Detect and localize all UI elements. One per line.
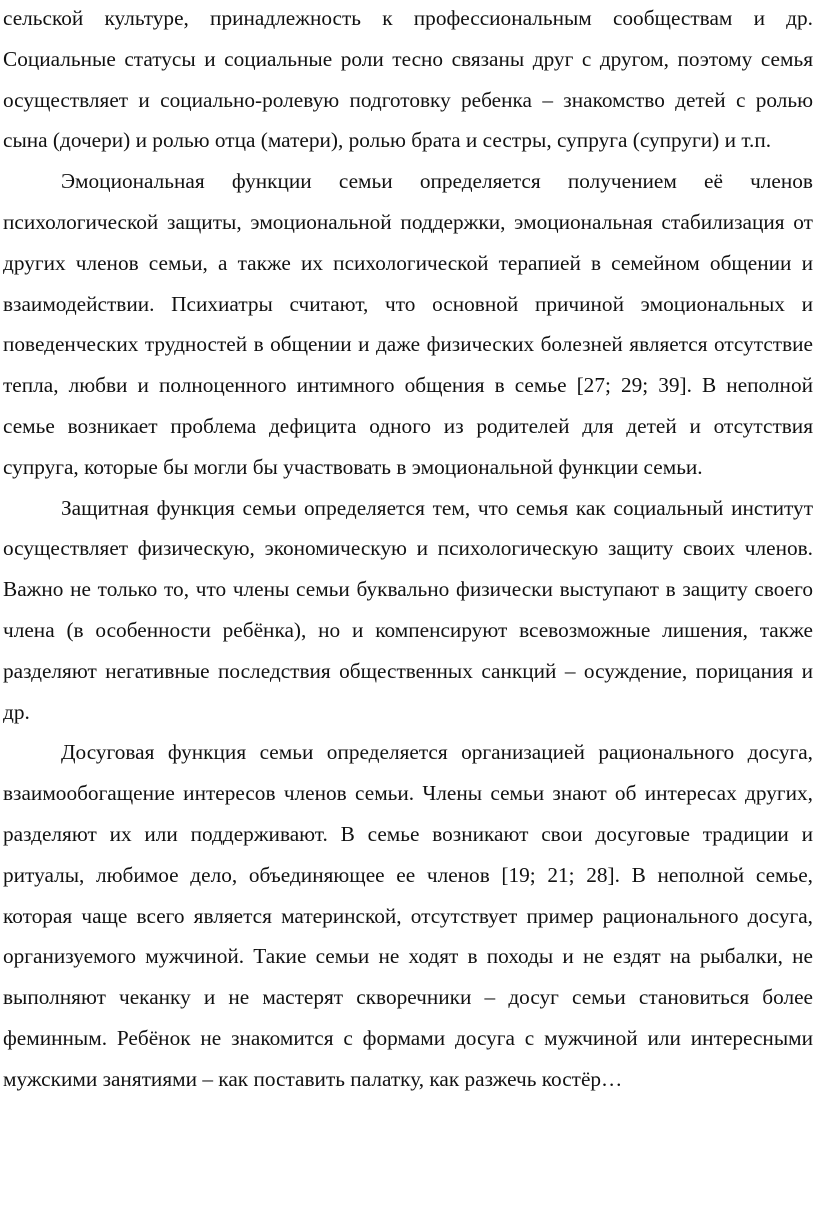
paragraph-continuation: сельской культуре, принадлежность к профессиональным сообществам и др. Социальные статусы и социальные роли тесно связаны друг с другом, поэтому семья осуществляет и социально-ролевую подготовку ребенка – знакомство детей с ролью сына (дочери) и ролью отца (матери), ролью брата и сестры, супруга (супруги) и т.п. [3, 6, 813, 153]
paragraph-leisure-function: Досуговая функция семьи определяется организацией рационального досуга, взаимообогащение интересов членов семьи. Члены семьи знают об интересах других, разделяют их или поддерживают. В семье возникают свои досуговые традиции и ритуалы, любимое дело, объединяющее ее членов [19; 21; 28]. В неполной семье, которая чаще всего является материнской, отсутствует пример рационального досуга, организуемого мужчиной. Такие семьи не ходят в походы и не ездят на рыбалки, не выполняют чеканку и не мастерят скворечники – досуг семьи становиться более феминным. Ребёнок не знакомится с формами досуга с мужчиной или интересными мужскими занятиями – как поставить палатку, как разжечь костёр… [3, 740, 813, 1091]
paragraph-emotional-function: Эмоциональная функции семьи определяется получением её членов психологической защиты, эмоциональной поддержки, эмоциональная стабилизация от других членов семьи, а также их психологической терапией в семейном общении и взаимодействии. Психиатры считают, что основной причиной эмоциональных и поведенческих трудностей в общении и даже физических болезней является отсутствие тепла, любви и полноценного интимного общения в семье [27; 29; 39]. В неполной семье возникает проблема дефицита одного из родителей для детей и отсутствия супруга, которые бы могли бы участвовать в эмоциональной функции семьи. [3, 169, 813, 479]
paragraph-protective-function: Защитная функция семьи определяется тем, что семья как социальный институт осуществляет физическую, экономическую и психологическую защиту своих членов. Важно не только то, что члены семьи буквально физически выступают в защиту своего члена (в особенности ребёнка), но и компенсируют всевозможные лишения, также разделяют негативные последствия общественных санкций – осуждение, порицания и др. [3, 495, 813, 724]
